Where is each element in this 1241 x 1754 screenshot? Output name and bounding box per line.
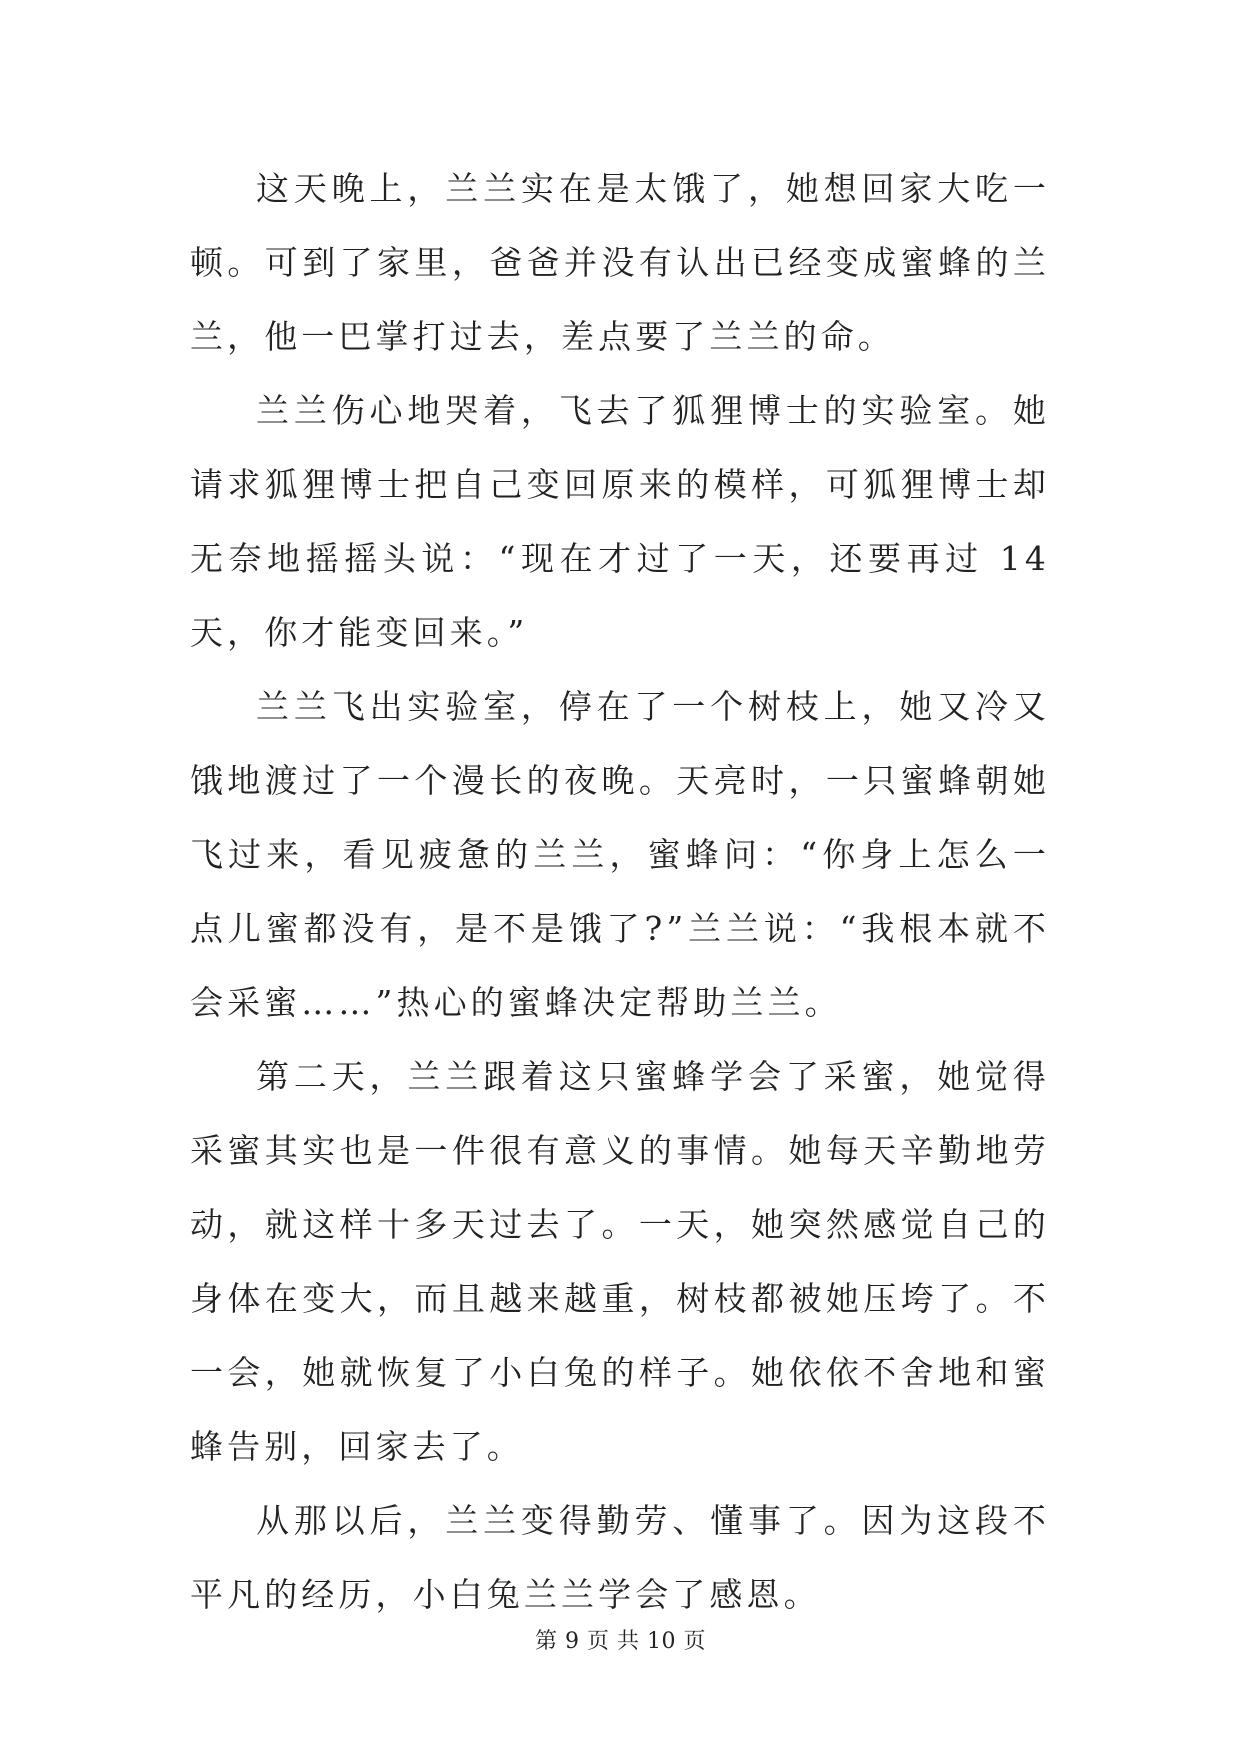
- paragraph: 兰兰飞出实验室，停在了一个树枝上，她又冷又饿地渡过了一个漫长的夜晚。天亮时，一只蜜蜂朝她飞过来，看见疲惫的兰兰，蜜蜂问：“你身上怎么一点儿蜜都没有，是不是饿了?”兰兰说：“我根本就不会采蜜……”热心的蜜蜂决定帮助兰兰。: [190, 687, 1050, 1022]
- page-footer: 第 9 页 共 10 页: [535, 1629, 706, 1654]
- paragraph: 从那以后，兰兰变得勤劳、懂事了。因为这段不平凡的经历，小白兔兰兰学会了感恩。: [190, 1501, 1050, 1614]
- document-body: [190, 152, 1050, 1632]
- paragraph: 第二天，兰兰跟着这只蜜蜂学会了采蜜，她觉得采蜜其实也是一件很有意义的事情。她每天辛勤地劳动，就这样十多天过去了。一天，她突然感觉自己的身体在变大，而且越来越重，树枝都被她压垮了。不一会，她就恢复了小白兔的样子。她依依不舍地和蜜蜂告别，回家去了。: [190, 1057, 1050, 1466]
- paragraph: 这天晚上，兰兰实在是太饿了，她想回家大吃一顿。可到了家里，爸爸并没有认出已经变成蜜蜂的兰兰，他一巴掌打过去，差点要了兰兰的命。: [190, 169, 1050, 356]
- paragraph: 兰兰伤心地哭着，飞去了狐狸博士的实验室。她请求狐狸博士把自己变回原来的模样，可狐狸博士却无奈地摇摇头说：“现在才过了一天，还要再过 14 天，你才能变回来。”: [190, 391, 1050, 652]
